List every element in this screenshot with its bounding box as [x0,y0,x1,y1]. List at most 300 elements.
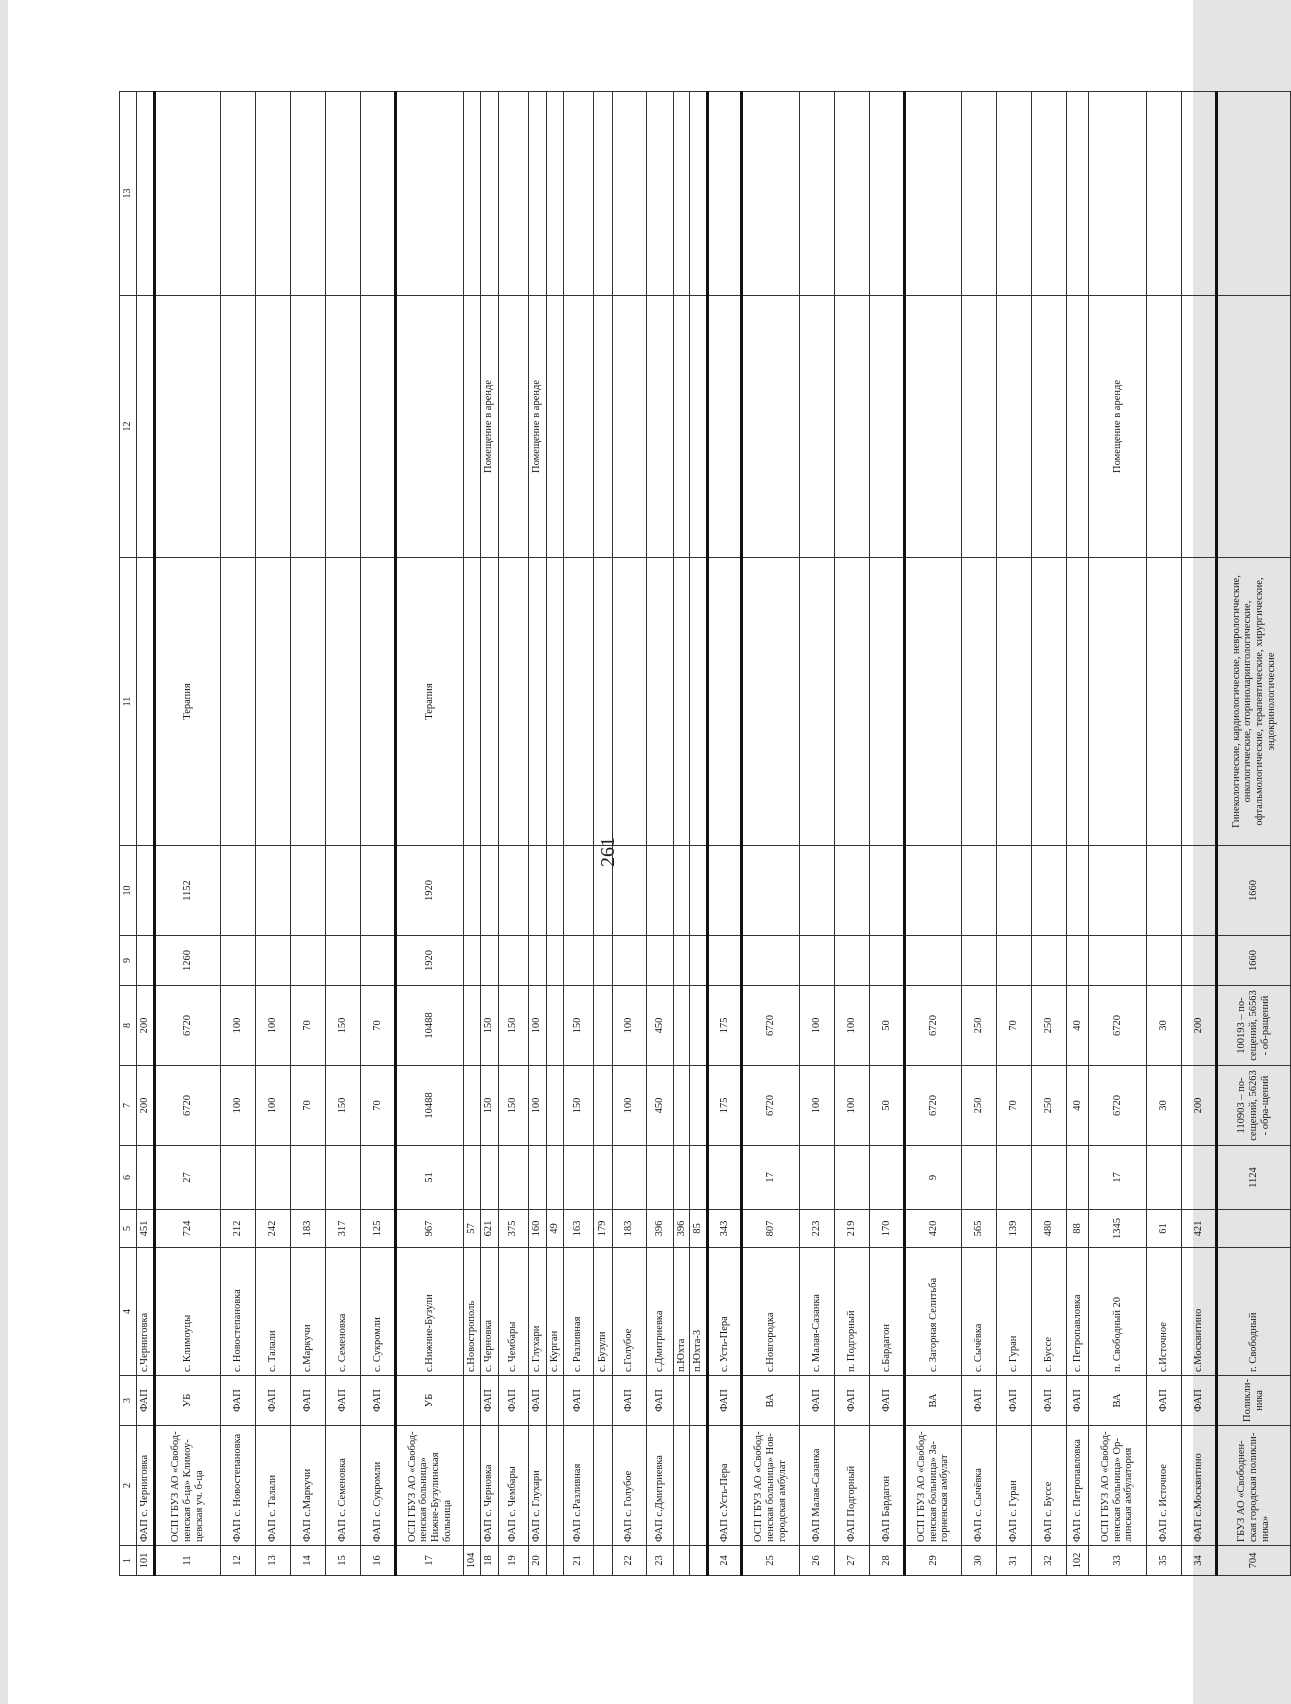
cell-col-9 [870,936,905,986]
cell-col-3: ФАП [835,1376,870,1426]
cell-col-8: 6720 [155,986,221,1066]
column-header: 6 [120,1146,137,1210]
cell-col-2: ОСП ГБУЗ АО «Свобод-ненская больница» За-горненская амбулат [905,1426,962,1546]
cell-col-10 [742,846,800,936]
cell-col-10 [137,846,155,936]
cell-col-4: с. Семеновка [326,1248,361,1376]
cell-col-13 [673,92,690,296]
cell-col-10 [361,846,396,936]
cell-col-6 [528,1146,546,1210]
cell-col-11 [646,558,673,846]
cell-col-12 [1067,296,1089,558]
cell-col-4: п.Юхта [673,1248,690,1376]
cell-col-12 [1147,296,1182,558]
cell-col-11 [326,558,361,846]
cell-col-1: 30 [962,1546,997,1576]
cell-col-9 [646,936,673,986]
cell-col-6: 51 [396,1146,464,1210]
cell-col-6 [1067,1146,1089,1210]
cell-col-7: 10488 [396,1066,464,1146]
cell-col-4: с.Голубое [612,1248,646,1376]
table-row [464,92,481,1576]
cell-col-7: 40 [1067,1066,1089,1146]
column-header-row [120,92,137,1576]
cell-col-12 [646,296,673,558]
cell-col-2: ФАП с. Черниговка [137,1426,155,1546]
cell-col-10 [256,846,291,936]
cell-col-6 [326,1146,361,1210]
cell-col-12 [997,296,1032,558]
cell-col-11 [137,558,155,846]
cell-col-2: ФАП Бардагон [870,1426,905,1546]
table-row [800,92,835,1576]
cell-col-5: 223 [800,1210,835,1248]
cell-col-3: ВА [742,1376,800,1426]
cell-col-8 [673,986,690,1066]
cell-col-7: 200 [1182,1066,1217,1146]
cell-col-13 [326,92,361,296]
table-row [528,92,546,1576]
cell-col-7: 100 [835,1066,870,1146]
cell-col-6 [137,1146,155,1210]
cell-col-1: 23 [646,1546,673,1576]
cell-col-7: 100 [221,1066,256,1146]
cell-col-5: 807 [742,1210,800,1248]
cell-col-5: 242 [256,1210,291,1248]
table-row [593,92,612,1576]
cell-col-13 [155,92,221,296]
cell-col-3: ФАП [646,1376,673,1426]
cell-col-11 [528,558,546,846]
cell-col-10 [646,846,673,936]
table-row [1182,92,1217,1576]
cell-col-11: Терапия [396,558,464,846]
cell-col-11 [498,558,528,846]
cell-col-4: с. Разливная [563,1248,593,1376]
cell-col-5: 179 [593,1210,612,1248]
cell-col-1: 19 [498,1546,528,1576]
cell-col-4: п. Подгорный [835,1248,870,1376]
cell-col-4: с.Маркучи [291,1248,326,1376]
cell-col-12 [326,296,361,558]
cell-col-11 [256,558,291,846]
cell-col-8 [464,986,481,1066]
cell-col-2: ФАП с.Москвитино [1182,1426,1217,1546]
cell-col-8: 70 [997,986,1032,1066]
cell-col-8: 6720 [742,986,800,1066]
cell-col-2: ФАП с. Сычёвка [962,1426,997,1546]
cell-col-10 [1182,846,1217,936]
cell-col-9 [546,936,563,986]
cell-col-9 [326,936,361,986]
cell-col-2: ФАП с.Дмитриевка [646,1426,673,1546]
cell-col-11 [708,558,742,846]
cell-col-7: 70 [291,1066,326,1146]
cell-col-11 [800,558,835,846]
document-page [8,0,1277,1704]
cell-col-3: ФАП [1032,1376,1067,1426]
cell-col-2: ФАП с.Разливная [563,1426,593,1546]
cell-col-5: 396 [646,1210,673,1248]
cell-col-10 [673,846,690,936]
cell-col-13 [800,92,835,296]
cell-col-5: 565 [962,1210,997,1248]
table-row [962,92,997,1576]
cell-col-3: ФАП [528,1376,546,1426]
cell-col-4: с. Курган [546,1248,563,1376]
cell-col-1: 104 [464,1546,481,1576]
cell-col-7: 6720 [905,1066,962,1146]
cell-col-6 [835,1146,870,1210]
cell-col-12 [498,296,528,558]
cell-col-7: 175 [708,1066,742,1146]
cell-col-9: 1660 [1217,936,1291,986]
cell-col-12 [673,296,690,558]
cell-col-2: ГБУЗ АО «Свободнен-ская городская поликли-ника» [1217,1426,1291,1546]
cell-col-5: 88 [1067,1210,1089,1248]
cell-col-9 [708,936,742,986]
cell-col-5: 1345 [1089,1210,1147,1248]
cell-col-12 [870,296,905,558]
table-row [1147,92,1182,1576]
cell-col-1: 12 [221,1546,256,1576]
cell-col-13 [690,92,708,296]
cell-col-9 [498,936,528,986]
cell-col-12 [800,296,835,558]
cell-col-7: 250 [962,1066,997,1146]
cell-col-1: 31 [997,1546,1032,1576]
cell-col-2: ОСП ГБУЗ АО «Свобод-ненская больница» Нов-городская амбулат [742,1426,800,1546]
cell-col-3: Поликли-ника [1217,1376,1291,1426]
cell-col-7: 6720 [742,1066,800,1146]
cell-col-13 [563,92,593,296]
cell-col-2: ФАП с.Маркучи [291,1426,326,1546]
cell-col-13 [1089,92,1147,296]
cell-col-5: 480 [1032,1210,1067,1248]
cell-col-1: 16 [361,1546,396,1576]
cell-col-7 [690,1066,708,1146]
cell-col-5: 317 [326,1210,361,1248]
cell-col-10 [870,846,905,936]
cell-col-5: 451 [137,1210,155,1248]
cell-col-12 [291,296,326,558]
cell-col-8: 200 [137,986,155,1066]
cell-col-2 [464,1426,481,1546]
cell-col-7 [546,1066,563,1146]
cell-col-8: 70 [361,986,396,1066]
cell-col-1: 15 [326,1546,361,1576]
cell-col-7: 70 [361,1066,396,1146]
cell-col-9 [690,936,708,986]
cell-col-13 [646,92,673,296]
cell-col-11 [905,558,962,846]
cell-col-10 [326,846,361,936]
cell-col-6 [1182,1146,1217,1210]
cell-col-13 [1147,92,1182,296]
cell-col-2: ФАП с. Глухари [528,1426,546,1546]
cell-col-7: 100 [528,1066,546,1146]
cell-col-4: с.Новгородка [742,1248,800,1376]
cell-col-6: 1124 [1217,1146,1291,1210]
cell-col-3: ВА [905,1376,962,1426]
cell-col-1: 27 [835,1546,870,1576]
cell-col-1 [593,1546,612,1576]
cell-col-2: ФАП с. Сукромли [361,1426,396,1546]
table-row [1089,92,1147,1576]
cell-col-7 [593,1066,612,1146]
cell-col-11 [480,558,498,846]
cell-col-13 [742,92,800,296]
table-row [291,92,326,1576]
cell-col-2: ФАП с. Источное [1147,1426,1182,1546]
cell-col-10 [905,846,962,936]
cell-col-7: 150 [498,1066,528,1146]
cell-col-9: 1920 [396,936,464,986]
cell-col-8: 250 [962,986,997,1066]
cell-col-3 [464,1376,481,1426]
cell-col-1: 101 [137,1546,155,1576]
cell-col-11 [593,558,612,846]
cell-col-5: 163 [563,1210,593,1248]
cell-col-10 [593,846,612,936]
cell-col-10 [1032,846,1067,936]
cell-col-3: УБ [396,1376,464,1426]
cell-col-5: 212 [221,1210,256,1248]
cell-col-12 [256,296,291,558]
table-row [905,92,962,1576]
cell-col-5: 125 [361,1210,396,1248]
cell-col-4: п.Юхта-3 [690,1248,708,1376]
column-header: 13 [120,92,137,296]
cell-col-1: 25 [742,1546,800,1576]
cell-col-3: ФАП [361,1376,396,1426]
cell-col-4: с. Новостепановка [221,1248,256,1376]
cell-col-10 [835,846,870,936]
cell-col-6 [291,1146,326,1210]
cell-col-10 [997,846,1032,936]
cell-col-10 [690,846,708,936]
cell-col-10 [708,846,742,936]
column-header: 4 [120,1248,137,1376]
cell-col-7: 70 [997,1066,1032,1146]
cell-col-3 [673,1376,690,1426]
cell-col-11 [690,558,708,846]
cell-col-9 [673,936,690,986]
cell-col-1: 33 [1089,1546,1147,1576]
cell-col-7: 100 [800,1066,835,1146]
cell-col-4: с. Загорная Селитьба [905,1248,962,1376]
cell-col-13 [137,92,155,296]
cell-col-11 [742,558,800,846]
cell-col-11 [291,558,326,846]
cell-col-11 [997,558,1032,846]
cell-col-13 [291,92,326,296]
cell-col-12 [1182,296,1217,558]
cell-col-11 [1147,558,1182,846]
facilities-table [119,91,1291,1576]
cell-col-13 [905,92,962,296]
cell-col-8: 450 [646,986,673,1066]
cell-col-8: 30 [1147,986,1182,1066]
cell-col-7: 250 [1032,1066,1067,1146]
cell-col-6 [256,1146,291,1210]
cell-col-10: 1152 [155,846,221,936]
cell-col-4: г. Свободный [1217,1248,1291,1376]
table-row [870,92,905,1576]
cell-col-9 [612,936,646,986]
cell-col-1: 22 [612,1546,646,1576]
cell-col-10 [498,846,528,936]
cell-col-7: 100 [612,1066,646,1146]
cell-col-12 [905,296,962,558]
table-row [480,92,498,1576]
cell-col-11 [1067,558,1089,846]
cell-col-11 [673,558,690,846]
column-header: 5 [120,1210,137,1248]
cell-col-12: Помещение в аренде [528,296,546,558]
cell-col-1 [690,1546,708,1576]
cell-col-4: с. Бузули [593,1248,612,1376]
column-header: 8 [120,986,137,1066]
cell-col-1 [546,1546,563,1576]
cell-col-4: с.Дмитриевка [646,1248,673,1376]
cell-col-9 [593,936,612,986]
cell-col-1: 24 [708,1546,742,1576]
cell-col-10 [464,846,481,936]
cell-col-6 [464,1146,481,1210]
cell-col-12 [742,296,800,558]
table-row [137,92,155,1576]
cell-col-10: 1660 [1217,846,1291,936]
column-header: 7 [120,1066,137,1146]
cell-col-9 [563,936,593,986]
cell-col-5: 183 [291,1210,326,1248]
cell-col-1: 20 [528,1546,546,1576]
cell-col-2: ФАП с. Черновка [480,1426,498,1546]
cell-col-6 [546,1146,563,1210]
cell-col-3: ВА [1089,1376,1147,1426]
table-row [742,92,800,1576]
cell-col-7: 450 [646,1066,673,1146]
cell-col-11 [1032,558,1067,846]
cell-col-8: 100 [800,986,835,1066]
cell-col-8: 150 [326,986,361,1066]
table-row [1067,92,1089,1576]
cell-col-6: 17 [1089,1146,1147,1210]
cell-col-5: 61 [1147,1210,1182,1248]
cell-col-8: 100 [612,986,646,1066]
cell-col-8: 175 [708,986,742,1066]
table-row [997,92,1032,1576]
cell-col-8: 40 [1067,986,1089,1066]
cell-col-3: ФАП [1147,1376,1182,1426]
cell-col-6 [708,1146,742,1210]
cell-col-4: с.Новострополь [464,1248,481,1376]
cell-col-6 [1147,1146,1182,1210]
cell-col-4: с.Нижние-Бузули [396,1248,464,1376]
cell-col-13 [256,92,291,296]
cell-col-3: ФАП [870,1376,905,1426]
cell-col-6 [221,1146,256,1210]
cell-col-9 [1067,936,1089,986]
cell-col-4: с. Черновка [480,1248,498,1376]
cell-col-9 [361,936,396,986]
cell-col-2: ОСП ГБУЗ АО «Свобод-ненская больница» Нижне-Бузулинская больница [396,1426,464,1546]
cell-col-7: 100 [256,1066,291,1146]
cell-col-2: ФАП с. Семеновка [326,1426,361,1546]
cell-col-12: Помещение в аренде [480,296,498,558]
cell-col-5: 139 [997,1210,1032,1248]
cell-col-2: ФАП с.Усть-Пера [708,1426,742,1546]
cell-col-11 [546,558,563,846]
cell-col-13 [593,92,612,296]
cell-col-9 [1147,936,1182,986]
cell-col-4: с. Буссе [1032,1248,1067,1376]
cell-col-13 [361,92,396,296]
page-number: 261 [596,837,619,867]
cell-col-2: ФАП с. Талали [256,1426,291,1546]
cell-col-2: ФАП с. Голубое [612,1426,646,1546]
cell-col-3: ФАП [962,1376,997,1426]
cell-col-9 [905,936,962,986]
cell-col-3: ФАП [800,1376,835,1426]
cell-col-4: с.Черниговка [137,1248,155,1376]
cell-col-12 [612,296,646,558]
cell-col-12 [962,296,997,558]
cell-col-10 [962,846,997,936]
cell-col-3: ФАП [1182,1376,1217,1426]
cell-col-12: Помещение в аренде [1089,296,1147,558]
cell-col-12 [221,296,256,558]
cell-col-7 [464,1066,481,1146]
cell-col-13 [464,92,481,296]
cell-col-10 [221,846,256,936]
cell-col-11: Терапия [155,558,221,846]
cell-col-8: 150 [563,986,593,1066]
cell-col-13 [1182,92,1217,296]
cell-col-4: с. Сукромли [361,1248,396,1376]
cell-col-10 [800,846,835,936]
table-row [1217,92,1291,1576]
cell-col-8 [546,986,563,1066]
cell-col-3 [546,1376,563,1426]
cell-col-4: с. Климоуцы [155,1248,221,1376]
cell-col-11 [563,558,593,846]
cell-col-13 [870,92,905,296]
cell-col-13 [1032,92,1067,296]
cell-col-4: с. Сычёвка [962,1248,997,1376]
cell-col-4: с. Глухари [528,1248,546,1376]
cell-col-2: ФАП с. Гуран [997,1426,1032,1546]
cell-col-9 [528,936,546,986]
cell-col-1 [673,1546,690,1576]
cell-col-6 [612,1146,646,1210]
cell-col-1: 32 [1032,1546,1067,1576]
cell-col-13 [962,92,997,296]
cell-col-6 [563,1146,593,1210]
cell-col-9 [1182,936,1217,986]
cell-col-6 [870,1146,905,1210]
cell-col-3: ФАП [326,1376,361,1426]
cell-col-3: ФАП [1067,1376,1089,1426]
table-row [612,92,646,1576]
cell-col-2 [673,1426,690,1546]
table-row [646,92,673,1576]
table-row [708,92,742,1576]
cell-col-10: 1920 [396,846,464,936]
cell-col-5: 420 [905,1210,962,1248]
cell-col-2 [690,1426,708,1546]
